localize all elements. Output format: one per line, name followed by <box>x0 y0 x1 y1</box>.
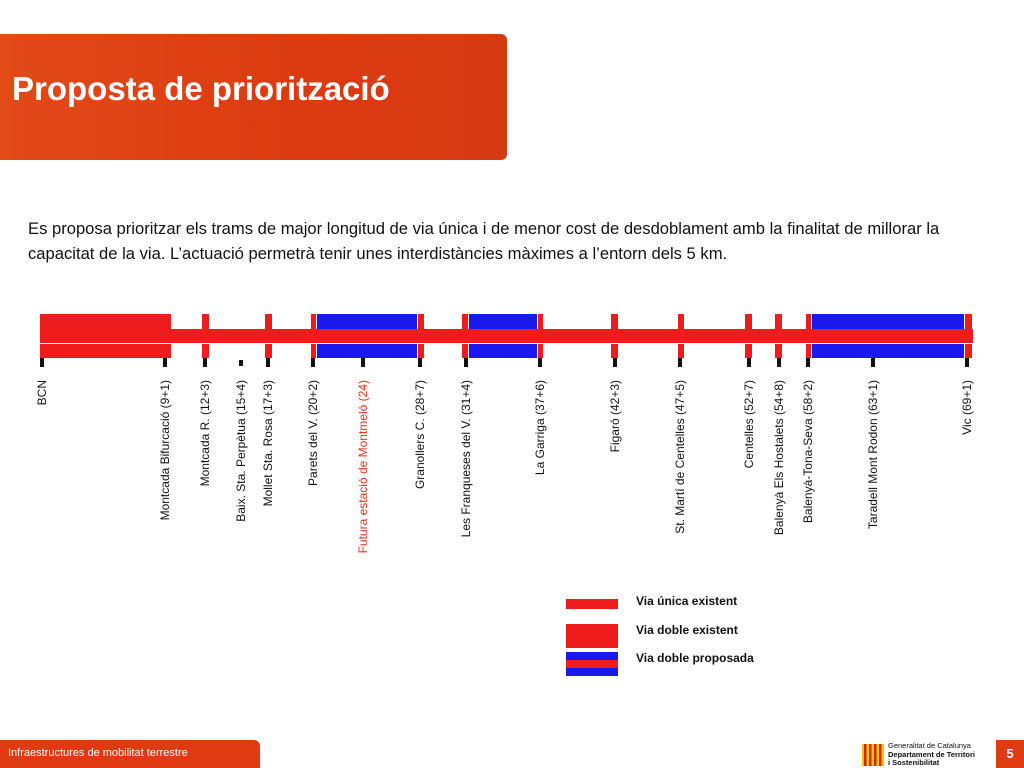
legend-swatch-single <box>566 599 618 609</box>
station-tick-10 <box>613 358 617 367</box>
track-bottom-3 <box>311 344 316 358</box>
track-top-7 <box>469 314 537 329</box>
track-top-8 <box>538 314 543 329</box>
station-tick-14 <box>806 358 810 367</box>
track-bottom-5 <box>418 344 424 358</box>
station-tick-7 <box>418 358 422 367</box>
track-top-11 <box>745 314 752 329</box>
legend-swatch-mid-1 <box>566 632 618 640</box>
logo-line-3: i Sostenibilitat <box>888 758 940 768</box>
legend-swatch-top-2 <box>566 652 618 660</box>
station-label-9: La Garriga (37+6) <box>533 380 547 476</box>
track-bottom-8 <box>538 344 543 358</box>
station-tick-13 <box>777 358 781 367</box>
legend-item-2 <box>566 651 754 676</box>
track-bottom-10 <box>678 344 684 358</box>
track-bottom-1 <box>202 344 209 358</box>
station-tick-1 <box>163 358 167 367</box>
station-label-11: St. Martí de Centelles (47+5) <box>673 380 687 534</box>
station-label-5: Parets del V. (20+2) <box>306 380 320 486</box>
legend-swatch-bottom-1 <box>566 640 618 648</box>
legend-item-1 <box>566 623 738 648</box>
station-tick-6 <box>361 358 365 367</box>
station-tick-5 <box>311 358 315 367</box>
station-tick-2 <box>203 358 207 367</box>
track-bottom-11 <box>745 344 752 358</box>
logo-line-1: Generalitat de Catalunya <box>888 741 971 750</box>
track-bottom-4 <box>317 344 417 358</box>
station-ticks <box>40 358 969 367</box>
track-bottom-13 <box>806 344 811 358</box>
logo-line-2: Departament de Territori <box>888 749 975 759</box>
station-tick-15 <box>871 358 875 367</box>
station-label-16: Vic (69+1) <box>960 380 974 435</box>
station-label-14: Balenyà-Tona-Seva (58+2) <box>801 380 815 524</box>
legend-item-0 <box>566 594 737 609</box>
track-top-10 <box>678 314 684 329</box>
station-labels <box>35 380 974 553</box>
station-label-15: Taradell Mont Rodon (63+1) <box>866 380 880 530</box>
track-top-0 <box>40 314 171 329</box>
footer-text: Infraestructures de mobilitat terrestre <box>8 747 188 759</box>
station-label-1: Montcada Bifurcació (9+1) <box>158 380 172 521</box>
track-top-15 <box>965 314 972 329</box>
station-tick-3 <box>239 360 243 366</box>
station-label-2: Montcada R. (12+3) <box>198 380 212 487</box>
station-label-6: Futura estació de Montmeló (24) <box>356 380 370 554</box>
logo-text <box>888 742 975 768</box>
station-tick-11 <box>678 358 682 367</box>
station-tick-8 <box>464 358 468 367</box>
station-label-13: Balenyà Els Hostalets (54+8) <box>772 380 786 536</box>
track-bottom-2 <box>265 344 272 358</box>
track-top-9 <box>611 314 618 329</box>
legend-label-2: Via doble proposada <box>636 651 754 665</box>
track-top-2 <box>265 314 272 329</box>
single-track <box>40 329 973 343</box>
page-number: 5 <box>1006 746 1014 761</box>
legend-label-1: Via doble existent <box>636 623 738 637</box>
track-bottom-9 <box>611 344 618 358</box>
track-top-1 <box>202 314 209 329</box>
station-tick-9 <box>538 358 542 367</box>
station-label-0: BCN <box>35 380 49 406</box>
track-top-13 <box>806 314 811 329</box>
track-bottom-7 <box>469 344 537 358</box>
track-bottom-6 <box>462 344 468 358</box>
track-bottom-12 <box>775 344 782 358</box>
page-title: Proposta de priorització <box>12 70 390 107</box>
track-bottom-15 <box>965 344 972 358</box>
legend-swatch-top-1 <box>566 624 618 632</box>
intro-paragraph: Es proposa prioritzar els trams de major longitud de via única i de menor cost de desdoblament amb la finalitat de millorar la capacitat de la via. L’actuació permetrà tenir unes interdistàncies màximes a l’entorn dels 5 km. <box>28 219 940 263</box>
station-label-10: Figaró (42+3) <box>608 380 622 453</box>
legend-swatch-mid-2 <box>566 660 618 668</box>
station-label-12: Centelles (52+7) <box>742 380 756 469</box>
station-tick-12 <box>747 358 751 367</box>
station-tick-0 <box>40 358 44 367</box>
station-label-4: Mollet Sta. Rosa (17+3) <box>261 380 275 507</box>
legend-swatch-bottom-2 <box>566 668 618 676</box>
station-tick-4 <box>266 358 270 367</box>
tracks-group <box>40 314 973 358</box>
track-top-5 <box>418 314 424 329</box>
track-bottom-14 <box>812 344 964 358</box>
station-tick-16 <box>965 358 969 367</box>
track-top-3 <box>311 314 316 329</box>
track-bottom-0 <box>40 344 171 358</box>
legend <box>566 594 754 676</box>
station-label-3: Baix. Sta. Perpètua (15+4) <box>234 380 248 522</box>
track-top-6 <box>462 314 468 329</box>
track-top-4 <box>317 314 417 329</box>
station-label-8: Les Franqueses del V. (31+4) <box>459 380 473 538</box>
track-diagram <box>0 300 1024 700</box>
legend-label-0: Via única existent <box>636 594 738 608</box>
track-top-12 <box>775 314 782 329</box>
track-top-14 <box>812 314 964 329</box>
station-label-7: Granollers C. (28+7) <box>413 380 427 490</box>
